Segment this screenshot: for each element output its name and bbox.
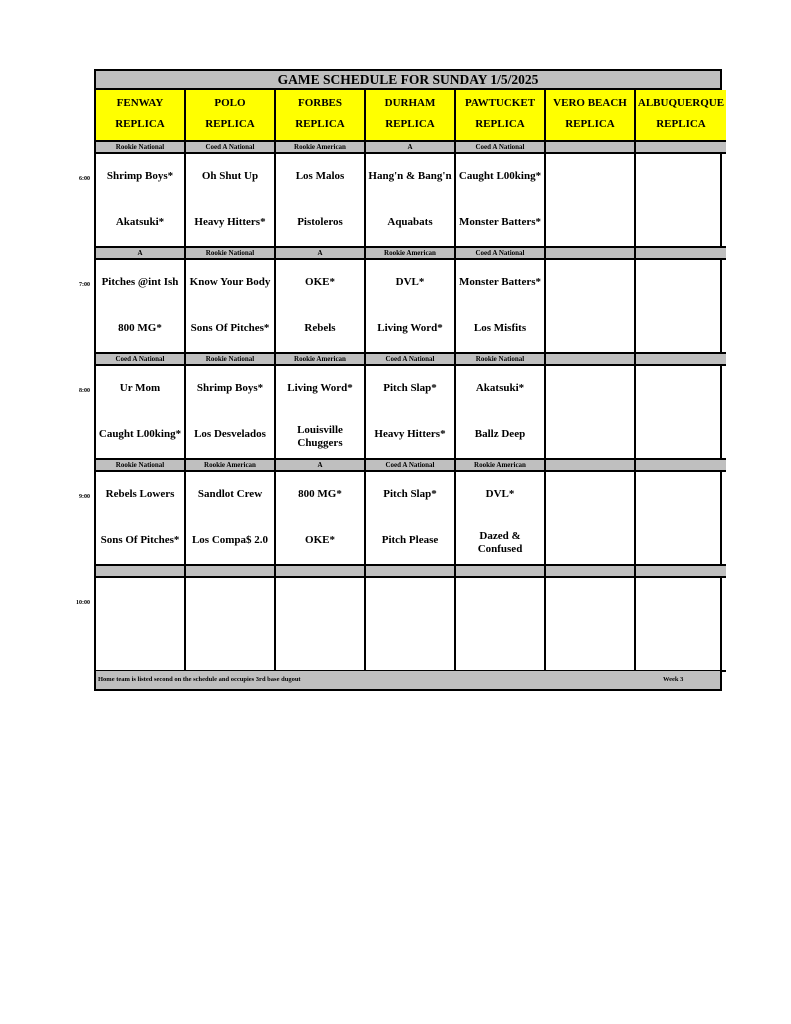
time-label: 8:00 (79, 388, 90, 394)
division-label: A (366, 142, 456, 154)
game-cell (96, 260, 186, 354)
division-label: Coed A National (366, 354, 456, 366)
home-team: Aquabats (387, 216, 433, 228)
home-team: Sons Of Pitches* (100, 534, 180, 546)
field-header-vero-beach (546, 90, 636, 142)
division-label (186, 566, 276, 578)
game-cell (186, 366, 276, 460)
field-name: FENWAY (116, 97, 164, 109)
game-cell (276, 260, 366, 354)
away-team: Pitch Slap* (383, 488, 437, 500)
game-cell (186, 578, 276, 672)
home-team: Monster Batters* (459, 216, 541, 228)
home-team: Caught L00king* (98, 428, 182, 440)
field-subtitle: REPLICA (475, 118, 525, 130)
game-cell (546, 578, 636, 672)
home-team: Los Misfits (473, 322, 527, 334)
away-team: Pitch Slap* (383, 382, 437, 394)
division-label: Rookie American (456, 460, 546, 472)
time-label: 6:00 (79, 176, 90, 182)
game-cell (186, 154, 276, 248)
away-team: OKE* (305, 276, 335, 288)
home-team: Ballz Deep (474, 428, 526, 440)
home-team: Louisville Chuggers (297, 424, 343, 449)
field-name: DURHAM (384, 97, 436, 109)
division-label: Rookie National (96, 142, 186, 154)
game-cell (636, 472, 726, 566)
division-label: Coed A National (186, 142, 276, 154)
time-label: 10:00 (76, 600, 90, 606)
game-cell (96, 472, 186, 566)
game-cell (366, 154, 456, 248)
division-label (546, 460, 636, 472)
division-label: Coed A National (96, 354, 186, 366)
away-team: Hang'n & Bang'n (368, 170, 452, 182)
field-name: FORBES (297, 97, 342, 109)
game-cell (186, 260, 276, 354)
division-label (636, 248, 726, 260)
game-cell (96, 366, 186, 460)
game-cell (366, 366, 456, 460)
division-label (636, 566, 726, 578)
game-cell (546, 154, 636, 248)
game-cell (366, 578, 456, 672)
field-subtitle: REPLICA (565, 118, 615, 130)
home-team: 800 MG* (118, 322, 162, 334)
field-header-durham (366, 90, 456, 142)
division-label (546, 566, 636, 578)
game-cell (96, 578, 186, 672)
game-cell (456, 578, 546, 672)
division-label: Coed A National (456, 248, 546, 260)
home-team: Pitch Please (381, 534, 439, 546)
field-header-forbes (276, 90, 366, 142)
division-label (456, 566, 546, 578)
away-team: Living Word* (287, 382, 353, 394)
game-cell (546, 472, 636, 566)
home-team: Los Compa$ 2.0 (191, 534, 269, 546)
home-team: Pistoleros (297, 216, 343, 228)
game-cell (546, 366, 636, 460)
field-name: POLO (214, 97, 246, 109)
game-cell (456, 260, 546, 354)
division-label (96, 566, 186, 578)
game-cell (636, 366, 726, 460)
away-team: Shrimp Boys* (106, 170, 174, 182)
schedule-title: GAME SCHEDULE FOR SUNDAY 1/5/2025 (96, 71, 720, 90)
division-label: Rookie National (186, 354, 276, 366)
game-cell (96, 154, 186, 248)
away-team: DVL* (485, 488, 515, 500)
division-label: Rookie American (276, 354, 366, 366)
division-label (546, 248, 636, 260)
division-label: A (276, 460, 366, 472)
away-team: Pitches @int Ish (101, 276, 179, 288)
division-label: Coed A National (456, 142, 546, 154)
division-label: Rookie American (186, 460, 276, 472)
field-subtitle: REPLICA (656, 118, 706, 130)
field-name: ALBUQUERQUE (637, 97, 725, 109)
game-cell (456, 366, 546, 460)
division-label: Rookie American (276, 142, 366, 154)
division-label (636, 354, 726, 366)
game-cell (276, 366, 366, 460)
away-team: Shrimp Boys* (196, 382, 264, 394)
division-label (366, 566, 456, 578)
division-label: Rookie National (456, 354, 546, 366)
away-team: DVL* (395, 276, 425, 288)
game-cell (276, 578, 366, 672)
division-label (546, 354, 636, 366)
division-label: Coed A National (366, 460, 456, 472)
game-cell (186, 472, 276, 566)
division-label: Rookie American (366, 248, 456, 260)
footer-bar (96, 671, 720, 689)
game-cell (546, 260, 636, 354)
away-team: Sandlot Crew (197, 488, 263, 500)
home-team: Los Desvelados (194, 428, 266, 440)
away-team: Rebels Lowers (105, 488, 175, 500)
game-cell (636, 154, 726, 248)
away-team: Monster Batters* (459, 276, 541, 288)
game-cell (366, 472, 456, 566)
home-team: Living Word* (377, 322, 443, 334)
game-cell (366, 260, 456, 354)
field-header-fenway (96, 90, 186, 142)
time-label: 9:00 (79, 494, 90, 500)
field-name: PAWTUCKET (464, 97, 536, 109)
home-team: Akatsuki* (115, 216, 165, 228)
away-team: Akatsuki* (475, 382, 525, 394)
game-cell (456, 472, 546, 566)
home-team: Dazed & Confused (477, 530, 523, 555)
division-label: Rookie National (186, 248, 276, 260)
week-label: Week 3 (663, 676, 684, 683)
schedule-sheet (94, 69, 725, 691)
away-team: Oh Shut Up (201, 170, 259, 182)
field-header-polo (186, 90, 276, 142)
field-subtitle: REPLICA (385, 118, 435, 130)
home-team: Sons Of Pitches* (190, 322, 270, 334)
division-label: A (276, 248, 366, 260)
division-label (636, 142, 726, 154)
home-team: Heavy Hitters* (374, 428, 446, 440)
away-team: Know Your Body (189, 276, 271, 288)
field-header-albuquerque (636, 90, 726, 142)
home-team-note: Home team is listed second on the schedule and occupies 3rd base dugout (98, 676, 301, 683)
division-label (546, 142, 636, 154)
field-name: VERO BEACH (553, 97, 627, 109)
time-label: 7:00 (79, 282, 90, 288)
away-team: Ur Mom (119, 382, 161, 394)
game-cell (636, 260, 726, 354)
game-cell (276, 154, 366, 248)
away-team: Los Malos (295, 170, 345, 182)
field-header-pawtucket (456, 90, 546, 142)
division-label (276, 566, 366, 578)
game-cell (276, 472, 366, 566)
game-cell (636, 578, 726, 672)
division-label: A (96, 248, 186, 260)
field-subtitle: REPLICA (205, 118, 255, 130)
home-team: Heavy Hitters* (194, 216, 266, 228)
division-label: Rookie National (96, 460, 186, 472)
game-cell (456, 154, 546, 248)
field-subtitle: REPLICA (295, 118, 345, 130)
field-subtitle: REPLICA (115, 118, 165, 130)
home-team: Rebels (304, 322, 336, 334)
division-label (636, 460, 726, 472)
away-team: Caught L00king* (458, 170, 542, 182)
away-team: 800 MG* (298, 488, 342, 500)
home-team: OKE* (305, 534, 335, 546)
